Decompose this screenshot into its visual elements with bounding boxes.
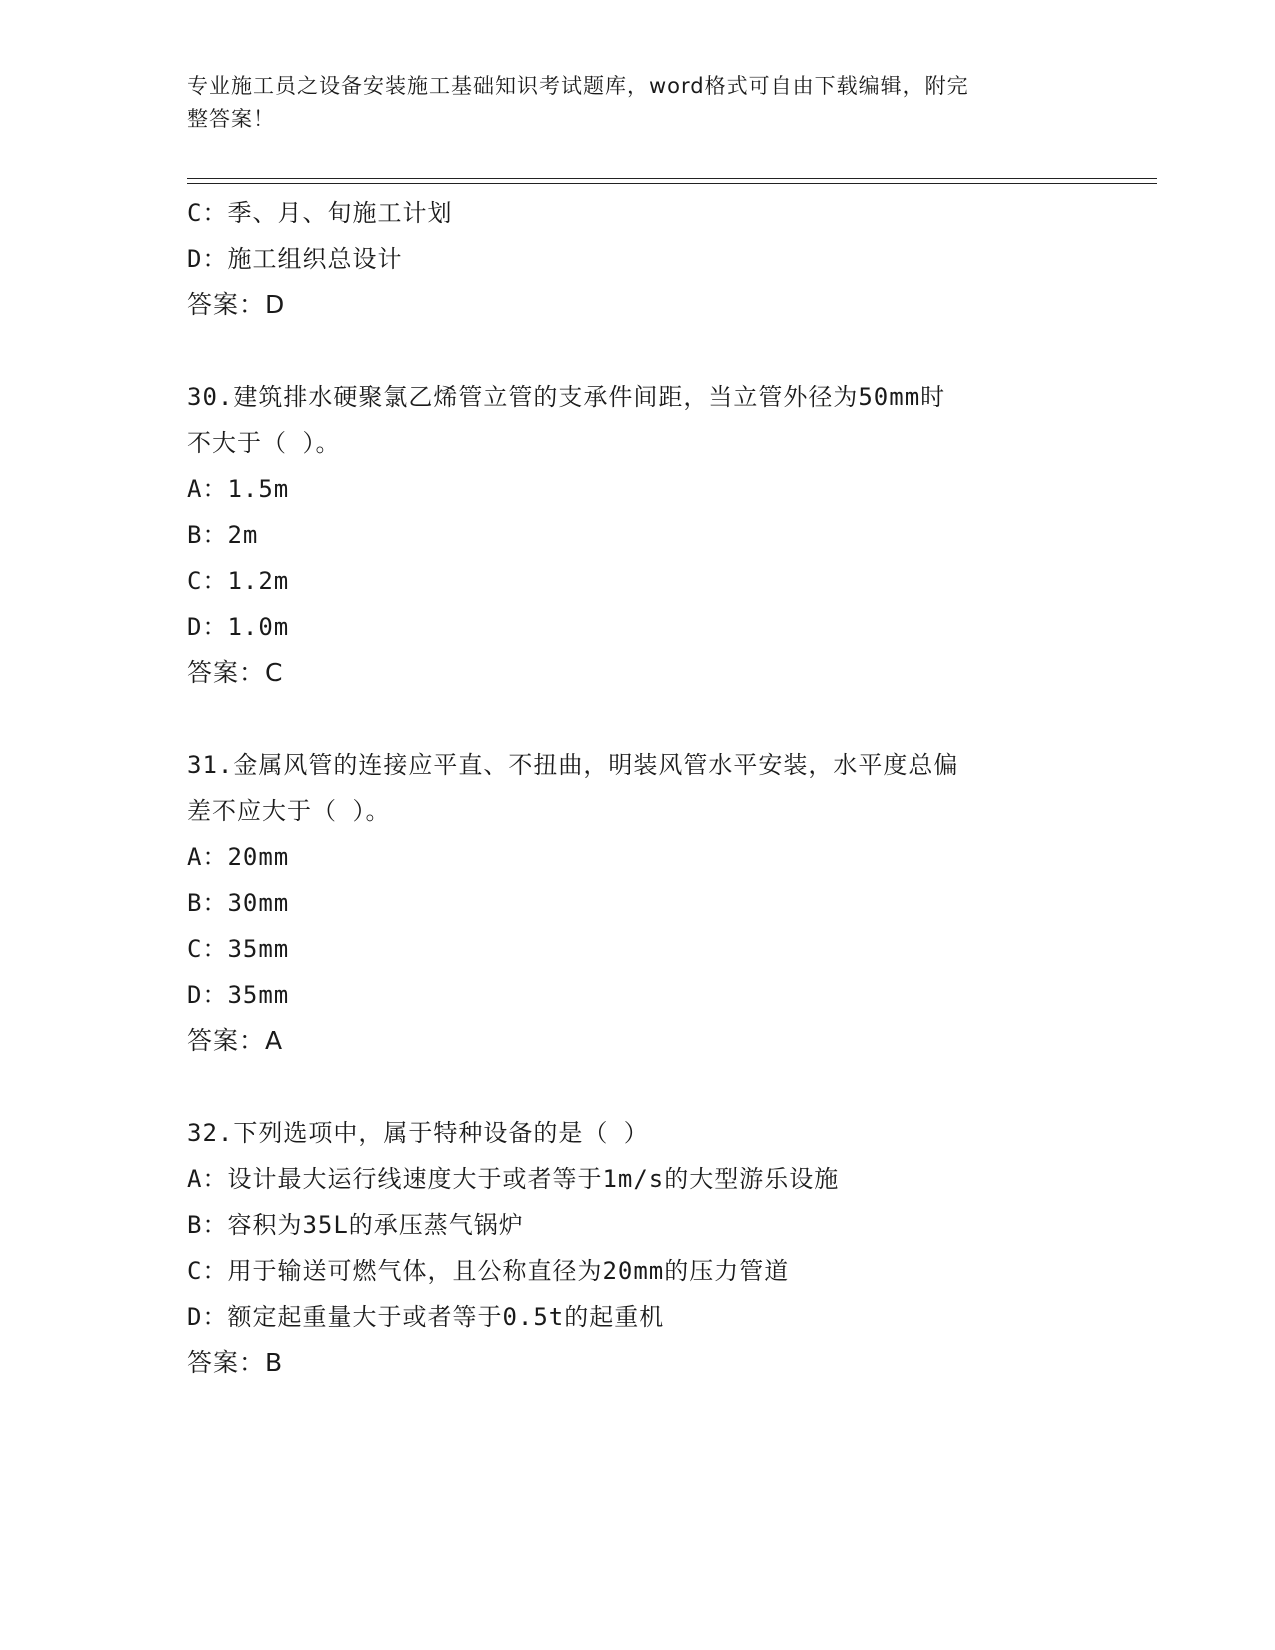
question-30 [187,374,1087,696]
question-29-tail [187,190,1087,328]
question-31 [187,742,1087,1064]
question-stem: 32.下列选项中，属于特种设备的是（ ） [187,1119,649,1147]
option-b: B：2m [187,521,259,549]
option-b: B：容积为35L的承压蒸气锅炉 [187,1211,524,1239]
question-content [187,190,1087,1386]
question-stem: 31.金属风管的连接应平直、不扭曲，明装风管水平安装，水平度总偏 [187,751,959,779]
option-b: B：30mm [187,889,290,917]
spacer [187,1064,1087,1110]
option-c: C：季、月、旬施工计划 [187,199,453,227]
option-a: A：20mm [187,843,290,871]
option-d: D：额定起重量大于或者等于0.5t的起重机 [187,1303,665,1331]
header-line-1: 专业施工员之设备安装施工基础知识考试题库，word格式可自由下载编辑，附完 [187,74,969,98]
question-stem: 30.建筑排水硬聚氯乙烯管立管的支承件间距，当立管外径为50mm时 [187,383,946,411]
option-d: D：施工组织总设计 [187,245,403,273]
option-a: A：设计最大运行线速度大于或者等于1m/s的大型游乐设施 [187,1165,840,1193]
answer-line: 答案：D [187,290,286,319]
answer-line: 答案：C [187,658,284,687]
header-divider-top [187,178,1157,179]
question-stem-cont: 不大于（ ）。 [187,429,341,457]
question-stem-cont: 差不应大于（ ）。 [187,797,391,825]
spacer [187,696,1087,742]
answer-line: 答案：B [187,1348,284,1377]
option-a: A：1.5m [187,475,290,503]
option-d: D：35mm [187,981,290,1009]
option-c: C：用于输送可燃气体，且公称直径为20mm的压力管道 [187,1257,790,1285]
header-line-2: 整答案！ [187,107,275,131]
option-c: C：1.2m [187,567,290,595]
spacer [187,328,1087,374]
option-d: D：1.0m [187,613,290,641]
question-32 [187,1110,1087,1386]
header-divider-bottom [187,183,1157,184]
document-header [187,70,1067,136]
answer-line: 答案：A [187,1026,284,1055]
option-c: C：35mm [187,935,290,963]
